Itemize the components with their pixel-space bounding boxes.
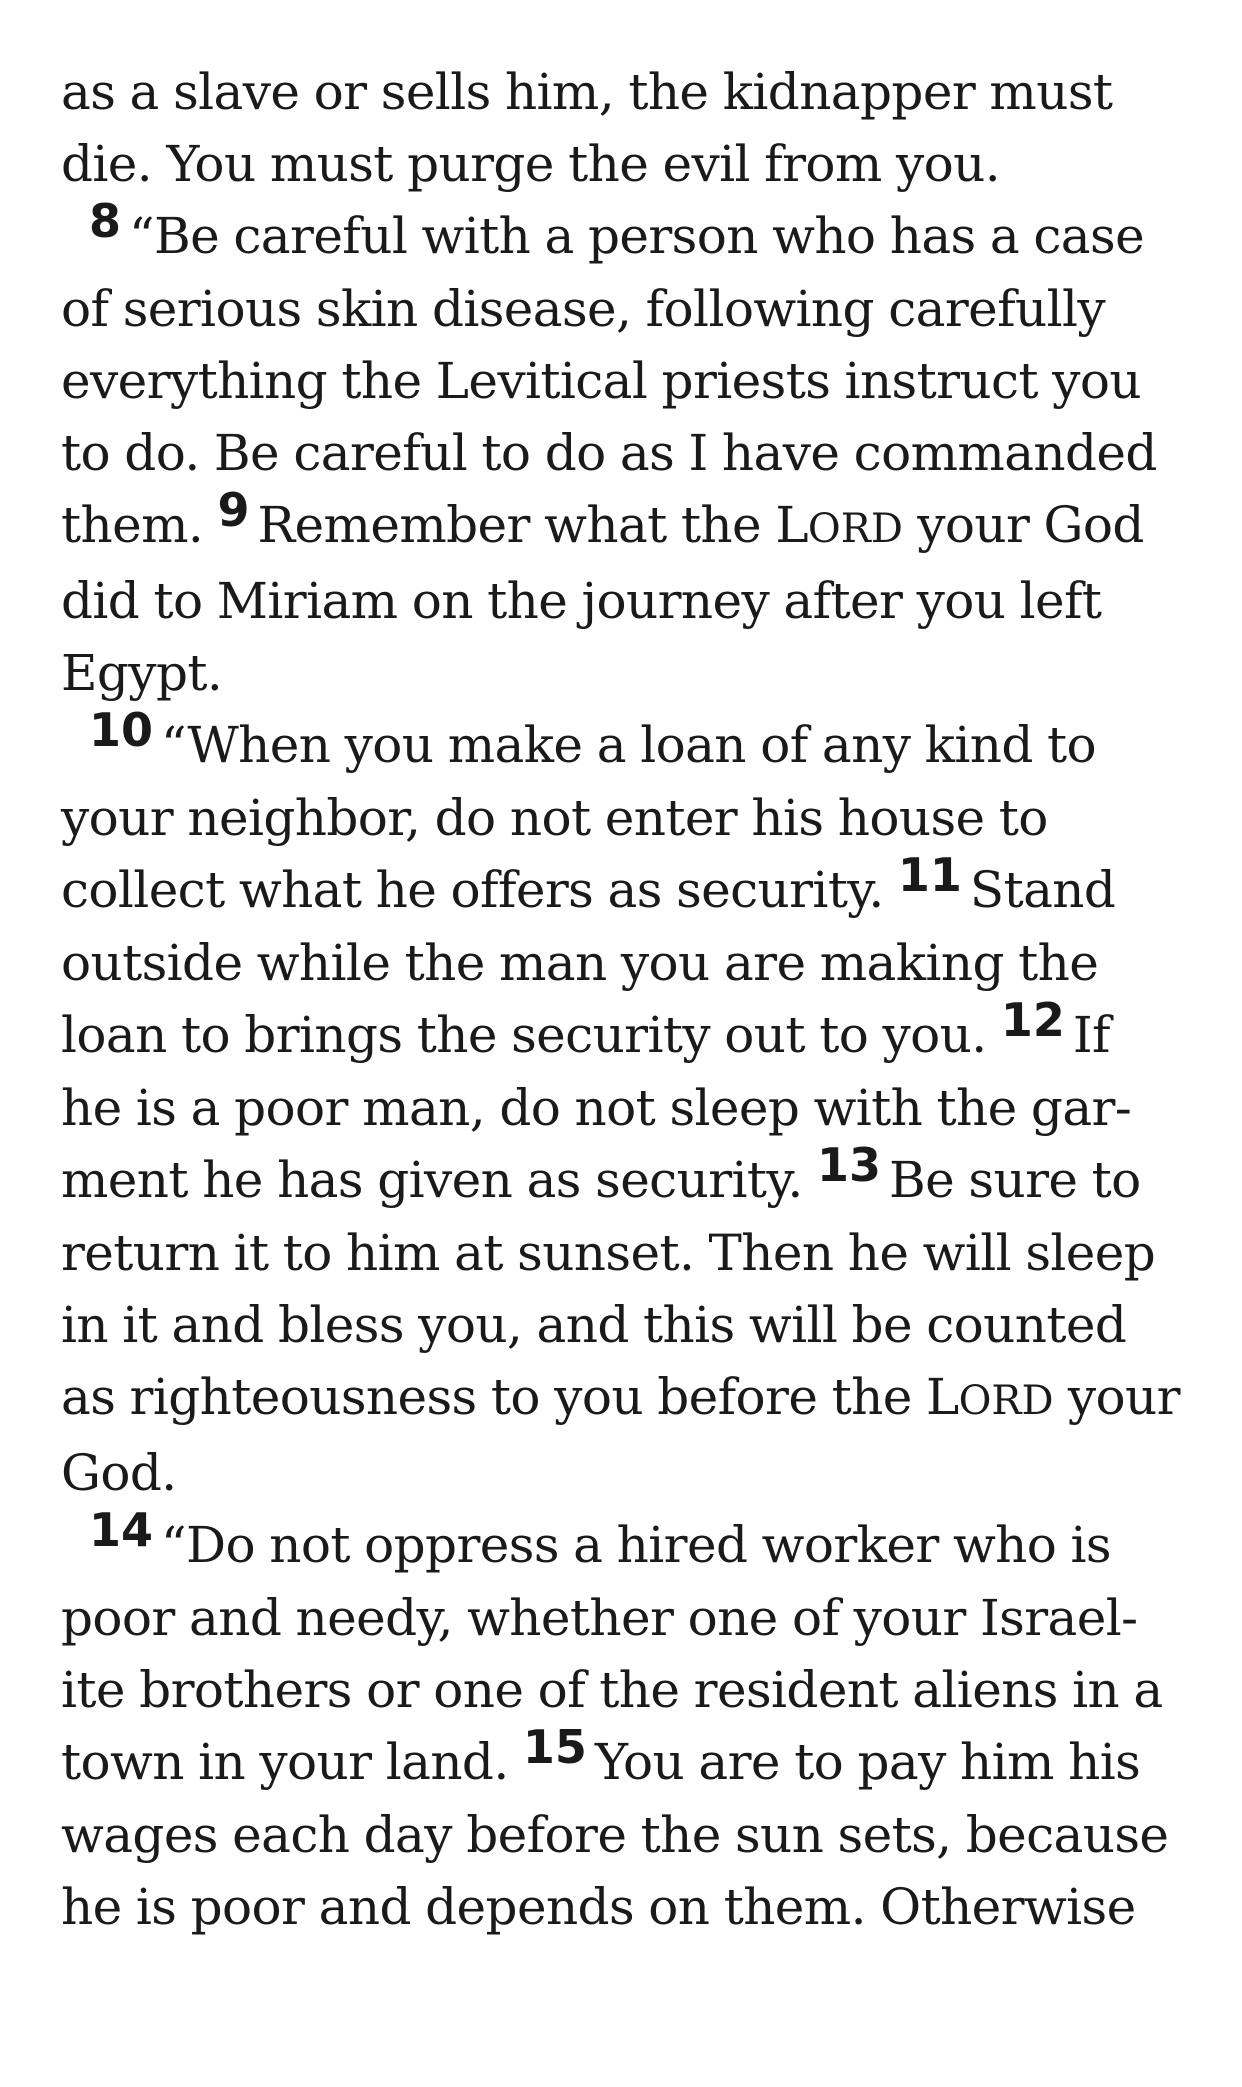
text-run: Stand (969, 861, 1116, 919)
verse-number: 13 (816, 1138, 881, 1192)
text-line (61, 194, 1186, 273)
verse-number: 8 (89, 194, 122, 248)
text-run: “When you make a loan of any kind to (161, 716, 1097, 774)
small-caps-text: ORD (958, 1378, 1054, 1424)
text-line (61, 703, 1186, 782)
verse-number: 11 (897, 848, 962, 902)
text-run: You are to pay him his (594, 1733, 1141, 1791)
text-line (61, 483, 1186, 565)
text-run: return it to him at sunset. Then he will sleep (61, 1224, 1156, 1282)
text-run: wages each day before the sun sets, because (61, 1806, 1169, 1864)
text-run: Be sure to (888, 1151, 1141, 1209)
text-line (61, 1138, 1186, 1217)
verse-number: 15 (522, 1720, 587, 1774)
text-line (61, 782, 1186, 854)
text-line (61, 1217, 1186, 1289)
text-run: in it and bless you, and this will be counted (61, 1296, 1127, 1354)
text-run: your God (902, 496, 1144, 554)
text-run: God. (61, 1444, 177, 1502)
text-line (61, 1720, 1186, 1799)
text-line (61, 848, 1186, 927)
verse-number: 12 (1000, 993, 1065, 1047)
text-line (61, 927, 1186, 999)
text-run: as a slave or sells him, the kidnapper must (61, 63, 1113, 121)
text-line (61, 1871, 1186, 1943)
text-run: he is a poor man, do not sleep with the gar- (61, 1079, 1132, 1137)
verse-number: 9 (217, 483, 250, 537)
text-line (61, 345, 1186, 417)
text-run: as righteousness to you before the L (61, 1368, 959, 1426)
text-line (61, 417, 1186, 489)
scripture-text (61, 56, 1186, 1943)
text-run: loan to brings the security out to you. (61, 1006, 1001, 1064)
text-run: town in your land. (61, 1733, 523, 1791)
text-line (61, 993, 1186, 1072)
text-line (61, 637, 1186, 709)
text-run: of serious skin disease, following carefully (61, 280, 1106, 338)
text-run: collect what he offers as security. (61, 861, 898, 919)
text-line (61, 1072, 1186, 1144)
text-run: die. You must purge the evil from you. (61, 135, 1001, 193)
text-line (61, 1582, 1186, 1654)
text-run: outside while the man you are making the (61, 934, 1099, 992)
text-run: your neighbor, do not enter his house to (61, 789, 1048, 847)
text-run: poor and needy, whether one of your Israel- (61, 1589, 1138, 1647)
text-line (61, 273, 1186, 345)
small-caps-text: ORD (807, 506, 903, 552)
text-line (61, 1654, 1186, 1726)
text-run: to do. Be careful to do as I have commanded (61, 424, 1157, 482)
text-run: he is poor and depends on them. Otherwise (61, 1878, 1136, 1936)
text-line (61, 1503, 1186, 1582)
text-line (61, 1289, 1186, 1361)
text-run: ment he has given as security. (61, 1151, 817, 1209)
text-line (61, 1437, 1186, 1509)
text-line (61, 1361, 1186, 1437)
verse-number: 10 (89, 703, 154, 757)
text-run: If (1072, 1006, 1110, 1064)
text-run: “Do not oppress a hired worker who is (161, 1516, 1111, 1574)
text-line (61, 1799, 1186, 1871)
text-line (61, 565, 1186, 637)
text-line (61, 128, 1186, 200)
text-run: “Be careful with a person who has a case (129, 207, 1145, 265)
text-run: everything the Levitical priests instruct you (61, 352, 1141, 410)
text-line (61, 56, 1186, 128)
text-run: Egypt. (61, 644, 223, 702)
text-run: Remember what the L (257, 496, 808, 554)
text-run: them. (61, 496, 218, 554)
text-run: did to Miriam on the journey after you left (61, 572, 1102, 630)
text-run: your (1053, 1368, 1180, 1426)
verse-number: 14 (89, 1503, 154, 1557)
text-run: ite brothers or one of the resident aliens in a (61, 1661, 1163, 1719)
